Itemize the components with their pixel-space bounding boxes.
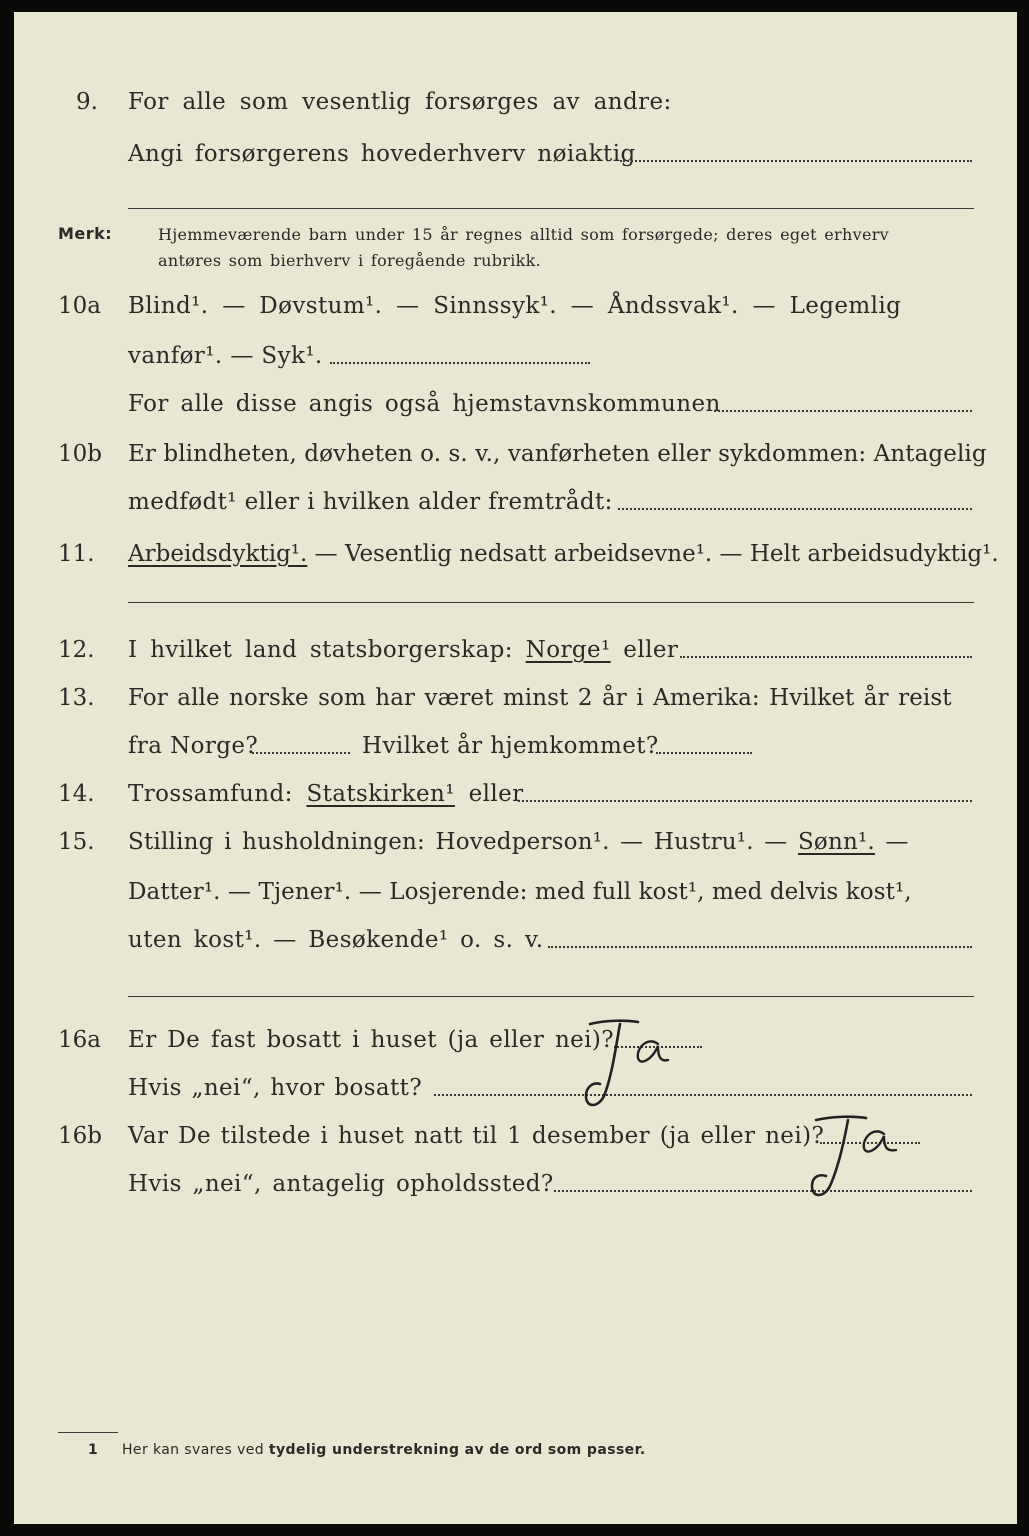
answer-rule[interactable] [128,602,974,603]
footnote-pre: Her kan svares ved [122,1442,269,1458]
q16b-line-1: Var De tilstede i huset natt til 1 desember (ja eller nei)? [128,1123,825,1149]
option-sonn-underlined[interactable]: Sønn¹. [797,829,875,855]
answer-line[interactable] [620,160,972,162]
question-number: 15. [58,829,95,855]
question-number: 13. [58,685,95,711]
census-form-page [14,12,1017,1524]
question-number: 12. [58,637,95,663]
q14-eller: eller [454,781,524,807]
q16b-line-2: Hvis „nei“, antagelig opholdssted? [128,1171,554,1197]
q10a-line-3: For alle disse angis også hjemstavnskommunen [128,391,721,417]
q10a-line-2: vanfør¹. — Syk¹. [128,343,323,369]
answer-rule[interactable] [128,996,974,997]
answer-line[interactable] [252,752,350,754]
q9-line-2: Angi forsørgerens hovederhverv nøiaktig [128,141,636,167]
handwritten-answer-ja-16b [800,1112,910,1204]
q14-text: Trossamfund: [128,781,307,807]
option-statskirken-underlined[interactable]: Statskirken¹ [306,781,455,807]
q13-line-2a: fra Norge? [128,733,259,759]
question-number: 10b [58,441,102,467]
q10b-line-2: medfødt¹ eller i hvilken alder fremtrådt: [128,489,613,515]
footnote-text [122,1442,646,1458]
answer-line[interactable] [680,656,972,658]
q12-line [128,636,678,664]
merk-label: Merk: [58,224,113,243]
question-number: 10a [58,293,101,319]
q9-line-1: For alle som vesentlig forsørges av andre: [128,89,672,115]
question-number: 11. [58,541,95,567]
q10b-line-1: Er blindheten, døvheten o. s. v., vanførheten eller sykdommen: Antagelig [128,441,987,467]
answer-line[interactable] [714,410,972,412]
question-number: 9. [76,89,98,115]
q16a-line-2: Hvis „nei“, hvor bosatt? [128,1075,423,1101]
answer-line[interactable] [548,946,972,948]
q14-line [128,780,524,808]
q15-dash: — [874,829,909,855]
handwritten-answer-ja-16a [576,1016,676,1112]
q11-line-rest: — Vesentlig nedsatt arbeidsevne¹. — Helt arbeidsudyktig¹. [307,541,999,567]
merk-line-2: antøres som bierhverv i foregående rubrikk. [158,251,542,270]
q15-text: Stilling i husholdningen: Hovedperson¹. — Hustru¹. — [128,829,798,855]
q10a-line-1: Blind¹. — Døvstum¹. — Sinnssyk¹. — Åndssvak¹. — Legemlig [128,293,902,319]
q12-eller: eller [610,637,679,663]
merk-line-1: Hjemmeværende barn under 15 år regnes alltid som forsørgede; deres eget erhverv [158,225,889,244]
answer-line[interactable] [330,362,590,364]
question-number: 14. [58,781,95,807]
answer-line[interactable] [518,800,972,802]
answer-rule[interactable] [128,208,974,209]
q12-text: I hvilket land statsborgerskap: [128,637,526,663]
question-number: 16b [58,1123,102,1149]
footnote-mark: 1 [88,1442,98,1458]
q15-line-2: Datter¹. — Tjener¹. — Losjerende: med full kost¹, med delvis kost¹, [128,879,912,905]
q13-line-1: For alle norske som har været minst 2 år i Amerika: Hvilket år reist [128,685,952,711]
q15-line-1 [128,828,909,856]
option-norge-underlined[interactable]: Norge¹ [525,637,611,663]
answer-line[interactable] [656,752,752,754]
footnote-bold: tydelig understrekning av de ord som passer. [268,1442,646,1458]
q11-line [128,540,999,568]
answer-line[interactable] [618,508,972,510]
footnote-rule [58,1432,118,1433]
answer-line[interactable] [434,1094,972,1096]
option-arbeidsdyktig-underlined[interactable]: Arbeidsdyktig¹. [128,541,308,567]
q16a-line-1: Er De fast bosatt i huset (ja eller nei)? [128,1027,615,1053]
q15-line-3: uten kost¹. — Besøkende¹ o. s. v. [128,927,544,953]
q13-line-2b: Hvilket år hjemkommet? [362,733,659,759]
question-number: 16a [58,1027,101,1053]
